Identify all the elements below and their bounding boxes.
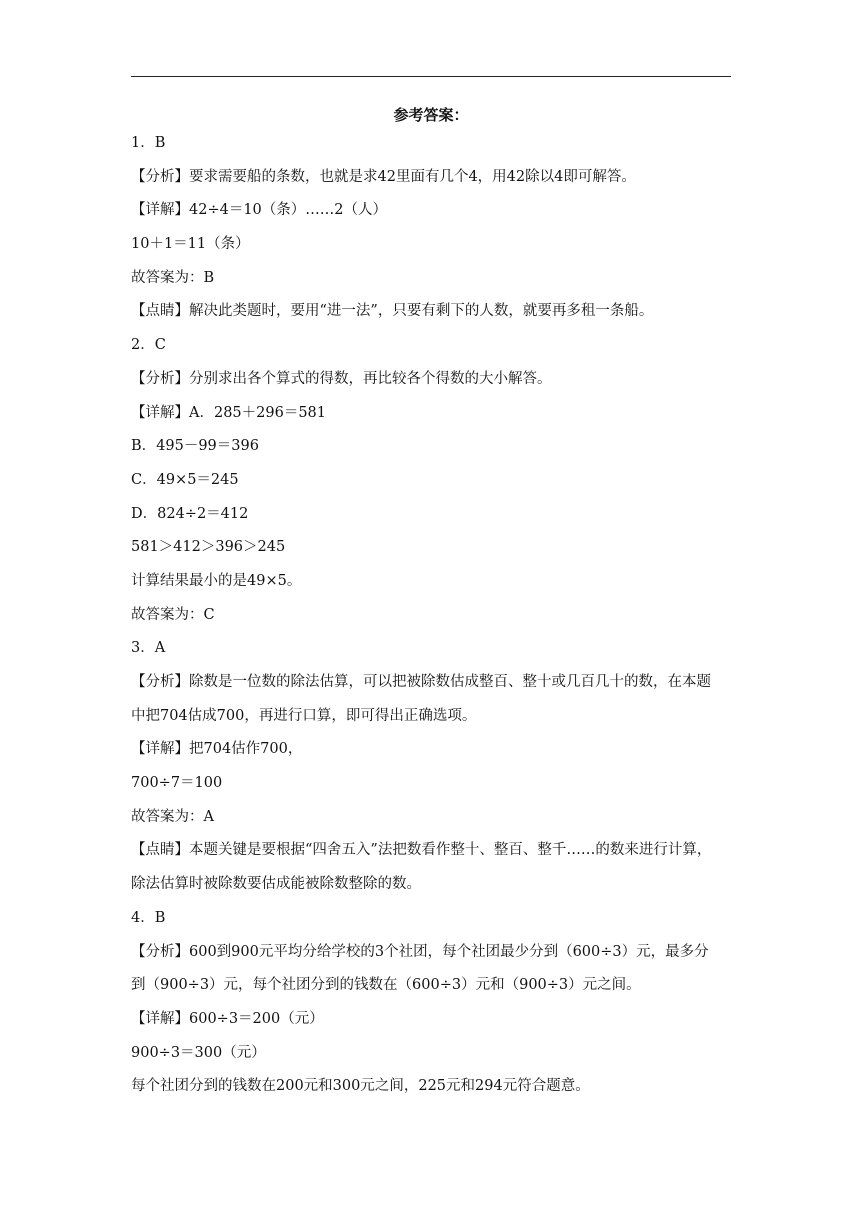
answer-line: 【分析】600到900元平均分给学校的3个社团，每个社团最少分到（600÷3）元，最多分 <box>131 943 709 960</box>
page-title: 参考答案： <box>393 106 469 124</box>
answer-line: 故答案为：B <box>131 269 215 286</box>
answer-line: 2．C <box>131 337 166 354</box>
answer-line: D．824÷2＝412 <box>131 505 249 522</box>
answer-line: 【详解】A．285＋296＝581 <box>131 404 326 421</box>
answer-line: 【分析】分别求出各个算式的得数，再比较各个得数的大小解答。 <box>131 370 552 387</box>
answer-line: 【分析】除数是一位数的除法估算，可以把被除数估成整百、整十或几百几十的数，在本题 <box>131 674 711 690</box>
answer-line: 700÷7＝100 <box>131 775 223 792</box>
answer-line: 1．B <box>131 135 166 151</box>
answer-line: 故答案为：A <box>131 808 214 825</box>
answer-line: 3．A <box>131 640 166 657</box>
answer-line: 中把704估成700，再进行口算，即可得出正确选项。 <box>131 707 477 724</box>
answer-line: 【分析】要求需要船的条数，也就是求42里面有几个4，用42除以4即可解答。 <box>131 168 636 185</box>
answer-line: 每个社团分到的钱数在200元和300元之间，225元和294元符合题意。 <box>131 1078 590 1095</box>
answer-line: 故答案为：C <box>131 606 215 623</box>
answer-line: 581＞412＞396＞245 <box>131 539 286 556</box>
answer-line: 【详解】42÷4＝10（条）……2（人） <box>131 202 388 219</box>
answer-line: B．495－99＝396 <box>131 438 259 455</box>
answer-line: 到（900÷3）元，每个社团分到的钱数在（600÷3）元和（900÷3）元之间。 <box>131 977 641 994</box>
answer-line: 【详解】600÷3＝200（元） <box>131 1010 324 1027</box>
answer-line: 10＋1＝11（条） <box>131 236 250 253</box>
answer-line: C．49×5＝245 <box>131 471 239 488</box>
answer-line: 900÷3＝300（元） <box>131 1044 266 1061</box>
answer-line: 【详解】把704估作700， <box>131 741 303 758</box>
answer-body <box>131 132 731 1109</box>
answer-line: 计算结果最小的是49×5。 <box>131 572 302 589</box>
answer-line: 4．B <box>131 909 166 926</box>
header-rule <box>131 76 731 77</box>
answer-line: 除法估算时被除数要估成能被除数整除的数。 <box>131 876 421 893</box>
answer-line: 【点睛】本题关键是要根据“四舍五入”法把数看作整十、整百、整千……的数来进行计算， <box>131 842 712 859</box>
answer-line: 【点睛】解决此类题时，要用“进一法”，只要有剩下的人数，就要再多租一条船。 <box>131 303 654 320</box>
